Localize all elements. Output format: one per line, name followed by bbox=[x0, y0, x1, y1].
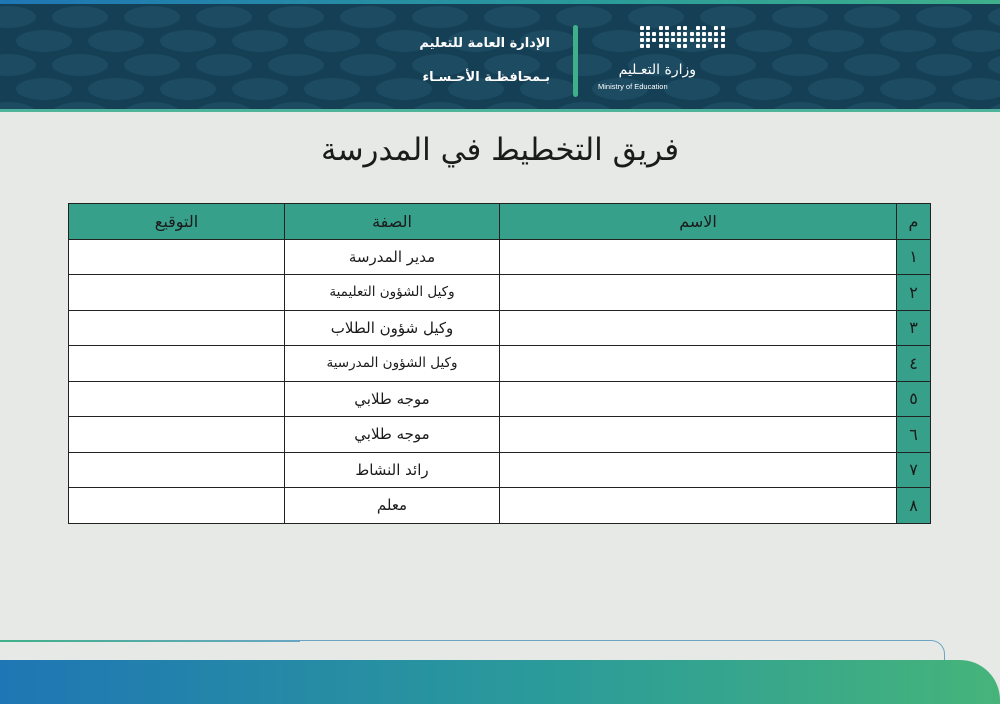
header-pattern-dot bbox=[124, 6, 180, 28]
row-number: ٥ bbox=[897, 381, 931, 417]
page-title: فريق التخطيط في المدرسة bbox=[320, 132, 680, 168]
role-cell: مدير المدرسة bbox=[285, 239, 500, 275]
row-number: ١ bbox=[897, 239, 931, 275]
header-pattern-dot bbox=[160, 30, 216, 52]
row-number: ٤ bbox=[897, 346, 931, 382]
ministry-name-en: Ministry of Education bbox=[598, 82, 668, 91]
header-pattern-dot bbox=[988, 54, 1000, 76]
header-pattern-dot bbox=[880, 78, 936, 100]
signature-cell[interactable] bbox=[69, 417, 285, 453]
row-number: ٣ bbox=[897, 310, 931, 346]
name-cell[interactable] bbox=[500, 275, 897, 311]
table-row bbox=[69, 310, 931, 346]
header-pattern-dot bbox=[340, 6, 396, 28]
header-pattern-dot bbox=[736, 78, 792, 100]
name-cell[interactable] bbox=[500, 381, 897, 417]
header-pattern-dot bbox=[844, 6, 900, 28]
header-pattern-dot bbox=[52, 6, 108, 28]
name-cell[interactable] bbox=[500, 452, 897, 488]
admin-title: الإدارة العامة للتعليم bbox=[419, 36, 550, 51]
header-pattern-dot bbox=[880, 30, 936, 52]
table-row bbox=[69, 417, 931, 453]
role-cell: معلم bbox=[285, 488, 500, 524]
role-cell: وكيل الشؤون التعليمية bbox=[285, 275, 500, 311]
admin-region: بـمحافظـة الأحـسـاء bbox=[422, 70, 550, 85]
header-pattern-dot bbox=[304, 78, 360, 100]
header-pattern-dot bbox=[952, 30, 1000, 52]
header-bottom-stripe bbox=[0, 109, 1000, 112]
ministry-logo bbox=[596, 26, 736, 96]
header-pattern-dot bbox=[268, 6, 324, 28]
table-row bbox=[69, 452, 931, 488]
footer-accent-line bbox=[0, 640, 300, 642]
header-name: الاسم bbox=[500, 204, 897, 240]
header-pattern-dot bbox=[88, 78, 144, 100]
planning-team-table bbox=[68, 203, 931, 524]
header-pattern-dot bbox=[808, 78, 864, 100]
name-cell[interactable] bbox=[500, 239, 897, 275]
header-pattern-dot bbox=[232, 30, 288, 52]
signature-cell[interactable] bbox=[69, 239, 285, 275]
header-divider bbox=[573, 25, 578, 97]
name-cell[interactable] bbox=[500, 417, 897, 453]
header-pattern-dot bbox=[736, 30, 792, 52]
role-cell: موجه طلابي bbox=[285, 417, 500, 453]
header-pattern-dot bbox=[808, 30, 864, 52]
header-pattern-dot bbox=[628, 6, 684, 28]
ministry-logo-icon bbox=[640, 26, 730, 50]
role-cell: موجه طلابي bbox=[285, 381, 500, 417]
header-pattern-dot bbox=[0, 54, 36, 76]
ministry-name-ar: وزارة التعـليم bbox=[618, 62, 696, 78]
header-pattern-dot bbox=[772, 54, 828, 76]
header-pattern-dot bbox=[52, 54, 108, 76]
header-pattern-dot bbox=[916, 6, 972, 28]
row-number: ٦ bbox=[897, 417, 931, 453]
header-signature: التوقيع bbox=[69, 204, 285, 240]
table-row bbox=[69, 275, 931, 311]
name-cell[interactable] bbox=[500, 310, 897, 346]
name-cell[interactable] bbox=[500, 488, 897, 524]
header-pattern-dot bbox=[160, 78, 216, 100]
signature-cell[interactable] bbox=[69, 381, 285, 417]
header-pattern-dot bbox=[484, 6, 540, 28]
header-top-stripe bbox=[0, 0, 1000, 4]
header-pattern-dot bbox=[196, 54, 252, 76]
header-pattern-dot bbox=[304, 30, 360, 52]
header-pattern-dot bbox=[412, 6, 468, 28]
header-pattern-dot bbox=[952, 78, 1000, 100]
table-header-row bbox=[69, 204, 931, 240]
table-row bbox=[69, 488, 931, 524]
header-pattern-dot bbox=[16, 30, 72, 52]
header-pattern-dot bbox=[844, 54, 900, 76]
header-banner bbox=[0, 0, 1000, 112]
table-row bbox=[69, 381, 931, 417]
row-number: ٧ bbox=[897, 452, 931, 488]
name-cell[interactable] bbox=[500, 346, 897, 382]
header-number: م bbox=[897, 204, 931, 240]
table-row bbox=[69, 239, 931, 275]
footer-band bbox=[0, 660, 1000, 704]
header-pattern-dot bbox=[88, 30, 144, 52]
header-pattern-dot bbox=[916, 54, 972, 76]
header-role: الصفة bbox=[285, 204, 500, 240]
signature-cell[interactable] bbox=[69, 275, 285, 311]
row-number: ٢ bbox=[897, 275, 931, 311]
role-cell: رائد النشاط bbox=[285, 452, 500, 488]
row-number: ٨ bbox=[897, 488, 931, 524]
table-row bbox=[69, 346, 931, 382]
signature-cell[interactable] bbox=[69, 346, 285, 382]
header-pattern-dot bbox=[232, 78, 288, 100]
role-cell: وكيل الشؤون المدرسية bbox=[285, 346, 500, 382]
signature-cell[interactable] bbox=[69, 310, 285, 346]
header-pattern-dot bbox=[268, 54, 324, 76]
header-pattern-dot bbox=[556, 6, 612, 28]
header-pattern-dot bbox=[124, 54, 180, 76]
header-pattern-dot bbox=[16, 78, 72, 100]
header-pattern-dot bbox=[700, 6, 756, 28]
header-pattern-dot bbox=[988, 6, 1000, 28]
header-pattern-dot bbox=[0, 6, 36, 28]
header-pattern-dot bbox=[196, 6, 252, 28]
signature-cell[interactable] bbox=[69, 488, 285, 524]
footer-outline bbox=[0, 640, 945, 660]
signature-cell[interactable] bbox=[69, 452, 285, 488]
header-pattern-dot bbox=[772, 6, 828, 28]
role-cell: وكيل شؤون الطلاب bbox=[285, 310, 500, 346]
